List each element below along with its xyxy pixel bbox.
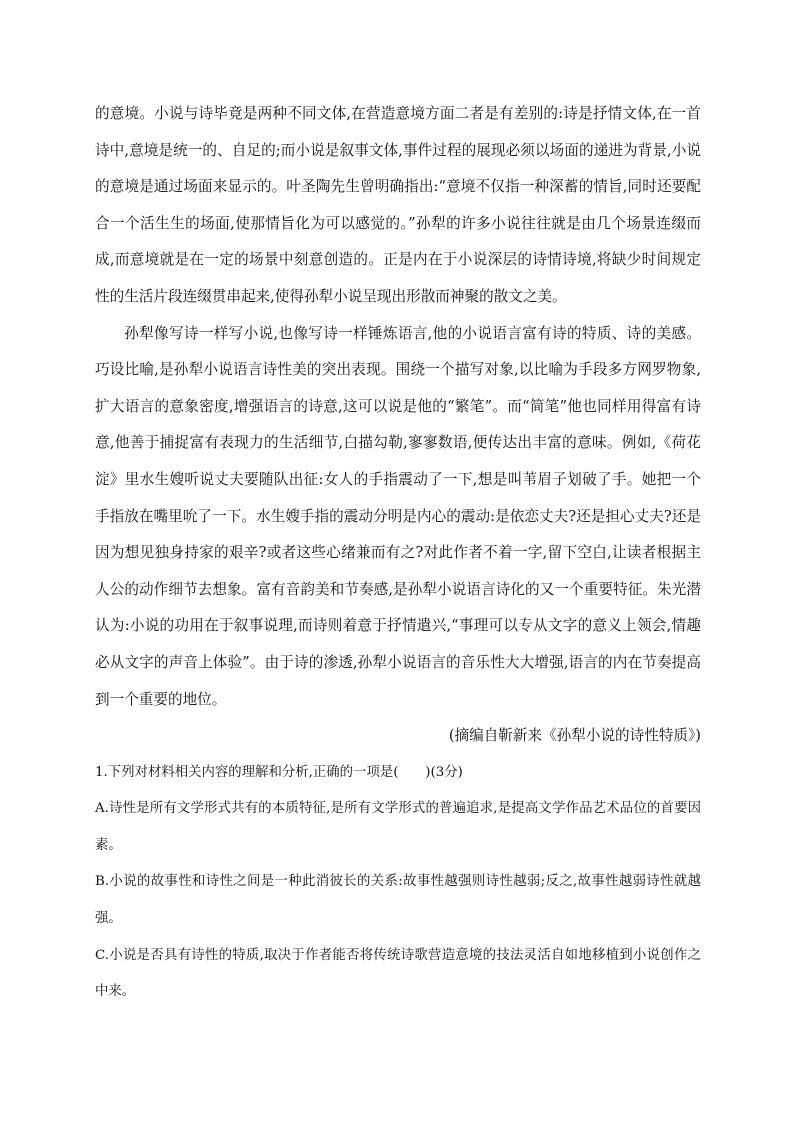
article-source: (摘编自靳新来《孙犁小说的诗性特质》) [448,727,701,745]
question-1-stem: 1.下列对材料相关内容的理解和分析,正确的一项是( )(3分) [95,764,463,780]
article-paragraph-2: 孙犁像写诗一样写小说,也像写诗一样锤炼语言,他的小说语言富有诗的特质、诗的美感。巧设比喻,是孙犁小说语言诗性美的突出表现。围绕一个描写对象,以比喻为手段多方网罗物象,扩大语言的意象密度,增强语言的诗意,这可以说是他的“繁笔”。而“简笔”他也同样用得富有诗意,他善于捕捉富有表现力的生活细节,白描勾勒,寥寥数语,便传达出丰富的意味。例如,《荷花淀》里水生嫂听说丈夫要随队出征:女人的手指震动了一下,想是叫苇眉子划破了手。她把一个手指放在嘴里吮了一下。水生嫂手指的震动分明是内心的震动:是依恋丈夫?还是担心丈夫?还是因为想见独身持家的艰辛?或者这些心绪兼而有之?对此作者不着一字,留下空白,让读者根据主人公的动作细节去想象。富有音韵美和节奏感,是孙犁小说语言诗化的又一个重要特征。朱光潜认为:小说的功用在于叙事说理,而诗则着意于抒情遣兴,“事理可以专从文字的意义上领会,情趣必从文字的声音上体验”。由于诗的渗透,孙犁小说语言的音乐性大大增强,语言的内在节奏提高到一个重要的地位。 [95,324,701,708]
document-page [95,96,701,1011]
question-1-option-b: B.小说的故事性和诗性之间是一种此消彼长的关系:故事性越强则诗性越弱;反之,故事性越弱诗性就越强。 [95,874,701,927]
question-1-option-a: A.诗性是所有文学形式共有的本质特征,是所有文学形式的普遍追求,是提高文学作品艺术品位的首要因素。 [95,801,701,853]
question-1-option-c: C.小说是否具有诗性的特质,取决于作者能否将传统诗歌营造意境的技法灵活自如地移植到小说创作之中来。 [95,947,701,1000]
article-paragraph-1: 的意境。小说与诗毕竟是两种不同文体,在营造意境方面二者是有差别的:诗是抒情文体,在一首诗中,意境是统一的、自足的;而小说是叙事文体,事件过程的展现必须以场面的递进为背景,小说的意境是通过场面来显示的。叶圣陶先生曾明确指出:“意境不仅指一种深蓄的情旨,同时还要配合一个活生生的场面,使那情旨化为可以感觉的。”孙犁的许多小说往往就是由几个场景连缀而成,而意境就是在一定的场景中刻意创造的。正是内在于小说深层的诗情诗境,将缺少时间规定性的生活片段连缀贯串起来,使得孙犁小说呈现出形散而神聚的散文之美。 [95,105,701,305]
